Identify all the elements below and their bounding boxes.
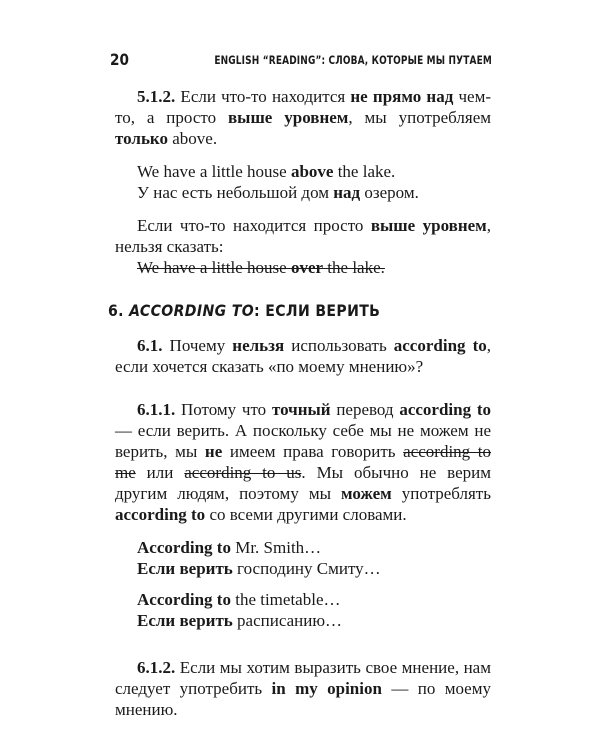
- paragraph-6-1: 6.1. Почему нельзя использовать according to, если хочется сказать «по моему мнению»?: [115, 336, 491, 376]
- section-heading: 6. ACCORDING TO: ЕСЛИ ВЕРИТЬ: [108, 301, 381, 320]
- page-number: 20: [110, 50, 129, 69]
- example-russian: Если верить расписанию…: [137, 611, 343, 630]
- section-number: 6.1.1.: [137, 400, 176, 419]
- example-english: We have a little house above the lake.: [137, 162, 396, 181]
- paragraph-5-1-2: 5.1.2. Если что-то находится не прямо над чем-то, а просто выше уровнем, мы употребляем только above.: [115, 87, 492, 148]
- paragraph-6-1-2: 6.1.2. Если мы хотим выразить свое мнение, нам следует употребить in my opinion — по моему мнению.: [115, 658, 491, 719]
- section-number: 5.1.2.: [137, 87, 176, 106]
- example-according-timetable: [115, 589, 491, 631]
- example-russian: У нас есть небольшой дом над озером.: [137, 183, 419, 202]
- paragraph-6-1-1: 6.1.1. Потому что точный перевод according to — если верить. А поскольку себе мы не можем не верить, мы не имеем права говорить according to me или according to us. Мы обычно не верим другим людям, поэтому мы можем употреблять according to со всеми другими словами.: [115, 400, 491, 524]
- wrong-example: We have a little house over the lake.: [137, 258, 385, 277]
- example-russian: Если верить господину Смиту…: [137, 559, 381, 578]
- page-header: [110, 50, 492, 74]
- note-paragraph: Если что-то находится просто выше уровнем, нельзя сказать:: [115, 216, 491, 256]
- example-english: According to the timetable…: [137, 590, 341, 609]
- page-content: [108, 86, 492, 720]
- running-head: ENGLISH “READING”: СЛОВА, КОТОРЫЕ МЫ ПУТАЕМ: [214, 53, 492, 67]
- example-according-smith: [115, 537, 491, 579]
- section-number: 6.1.: [137, 336, 163, 355]
- section-number: 6.1.2.: [137, 658, 176, 677]
- example-english: According to Mr. Smith…: [137, 538, 322, 557]
- example-above: [115, 161, 491, 203]
